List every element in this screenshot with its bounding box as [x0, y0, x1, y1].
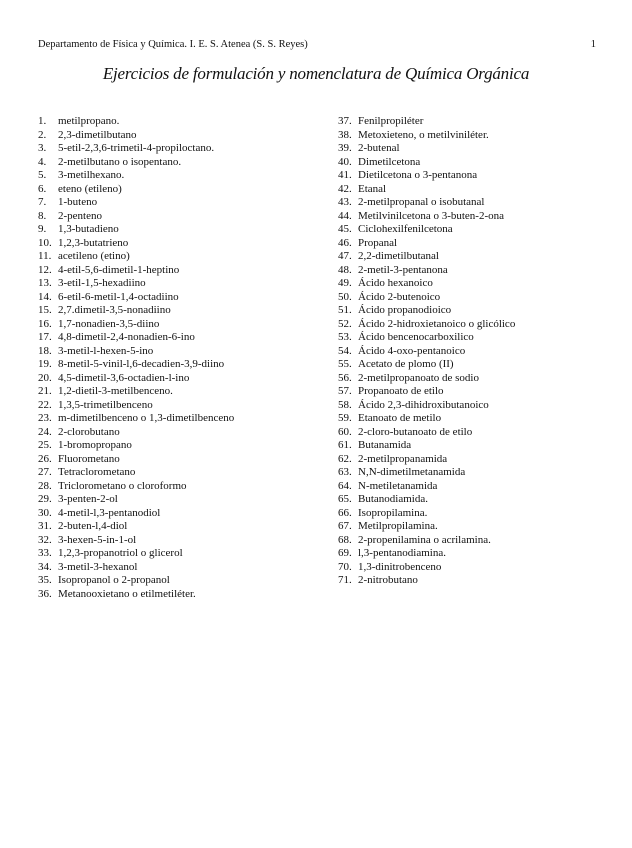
- item-text: 6-etil-6-metil-1,4-octadiino: [58, 290, 179, 303]
- item-text: Ácido hexanoico: [358, 277, 433, 289]
- item-text: 8-metil-5-vinil-l,6-decadien-3,9-diino: [58, 358, 225, 370]
- item-text: Triclorometano o cloroformo: [58, 479, 187, 492]
- list-item: [38, 291, 328, 305]
- list-item: [38, 129, 328, 143]
- item-number: 53.: [338, 331, 352, 343]
- item-text: 3-penten-2-ol: [58, 493, 118, 505]
- item-text: Fenilpropiléter: [358, 115, 424, 127]
- item-number: 9.: [38, 223, 47, 235]
- item-number: 61.: [338, 439, 352, 451]
- item-number: 20.: [38, 371, 52, 384]
- item-text: Ácido 4-oxo-pentanoico: [358, 344, 466, 357]
- list-item: [38, 385, 328, 399]
- item-text: 4,8-dimetil-2,4-nonadien-6-ino: [58, 331, 195, 343]
- item-text: 4-etil-5,6-dimetil-1-heptino: [58, 263, 180, 276]
- item-number: 57.: [338, 385, 352, 397]
- list-item: [338, 210, 618, 224]
- list-item: [338, 453, 618, 467]
- item-text: metilpropano.: [58, 115, 120, 127]
- item-number: 70.: [338, 560, 352, 573]
- item-text: Metilpropilamina.: [358, 520, 438, 532]
- item-number: 36.: [38, 587, 52, 600]
- item-text: 1,3-butadieno: [58, 223, 119, 235]
- item-text: Ácido 2,3-dihidroxibutanoico: [358, 398, 489, 411]
- item-number: 3.: [38, 142, 47, 154]
- item-number: 14.: [38, 290, 52, 303]
- item-text: 1-bromopropano: [58, 439, 132, 451]
- item-number: 56.: [338, 371, 352, 384]
- item-text: Butanodiamida.: [358, 493, 428, 505]
- item-text: 2-penteno: [58, 209, 102, 222]
- item-number: 60.: [338, 425, 352, 438]
- list-item: [338, 439, 618, 453]
- item-number: 48.: [338, 263, 352, 276]
- item-number: 39.: [338, 142, 352, 154]
- item-number: 54.: [338, 344, 352, 357]
- list-item: [338, 507, 618, 521]
- item-text: acetileno (etino): [58, 250, 130, 262]
- item-text: 3-metil-3-hexanol: [58, 560, 138, 573]
- list-item: [38, 210, 328, 224]
- item-number: 18.: [38, 344, 52, 357]
- item-number: 66.: [338, 506, 352, 519]
- list-item: [38, 574, 328, 588]
- item-text: 1,2,3-butatrieno: [58, 236, 129, 249]
- list-item: [338, 547, 618, 561]
- exercise-list-right: [338, 115, 618, 588]
- list-item: [338, 291, 618, 305]
- page-header: [38, 39, 596, 50]
- item-number: 64.: [338, 479, 352, 492]
- list-item: [38, 115, 328, 129]
- item-text: eteno (etileno): [58, 182, 122, 195]
- list-item: [338, 318, 618, 332]
- list-item: [38, 358, 328, 372]
- list-item: [38, 520, 328, 534]
- list-item: [338, 412, 618, 426]
- list-item: [338, 169, 618, 183]
- item-text: 2-cloro-butanoato de etilo: [358, 425, 473, 438]
- item-number: 21.: [38, 385, 52, 397]
- item-number: 1.: [38, 115, 47, 127]
- item-text: 1,7-nonadien-3,5-diino: [58, 317, 160, 330]
- list-item: [338, 277, 618, 291]
- item-text: Etanal: [358, 182, 387, 195]
- item-text: Dimetilcetona: [358, 155, 421, 168]
- item-text: 2,3-dimetilbutano: [58, 128, 137, 141]
- item-number: 23.: [38, 412, 52, 424]
- item-text: 2-butenal: [358, 142, 400, 154]
- list-item: [38, 426, 328, 440]
- list-item: [38, 264, 328, 278]
- item-text: Butanamida: [358, 439, 412, 451]
- item-text: Ciclohexilfenilcetona: [358, 223, 453, 235]
- item-number: 63.: [338, 466, 352, 478]
- item-number: 34.: [38, 560, 52, 573]
- list-item: [338, 399, 618, 413]
- item-text: Etanoato de metilo: [358, 412, 442, 424]
- list-item: [338, 466, 618, 480]
- item-number: 68.: [338, 533, 352, 546]
- item-number: 43.: [338, 196, 352, 208]
- item-number: 55.: [338, 358, 352, 370]
- list-item: [338, 534, 618, 548]
- list-item: [338, 304, 618, 318]
- item-number: 15.: [38, 304, 52, 316]
- list-item: [338, 115, 618, 129]
- list-item: [38, 547, 328, 561]
- item-text: 5-etil-2,3,6-trimetil-4-propiloctano.: [58, 142, 215, 154]
- list-item: [38, 399, 328, 413]
- list-item: [338, 156, 618, 170]
- item-number: 19.: [38, 358, 52, 370]
- list-item: [38, 588, 328, 602]
- item-number: 4.: [38, 155, 47, 168]
- item-number: 51.: [338, 304, 352, 316]
- item-number: 2.: [38, 128, 47, 141]
- item-text: 1,2,3-propanotriol o glicerol: [58, 547, 183, 559]
- item-number: 5.: [38, 169, 47, 181]
- list-item: [38, 439, 328, 453]
- item-text: Propanal: [358, 236, 398, 249]
- item-number: 10.: [38, 236, 52, 249]
- list-item: [38, 196, 328, 210]
- item-number: 46.: [338, 236, 352, 249]
- item-text: Tetraclorometano: [58, 466, 136, 478]
- item-text: 3-etil-1,5-hexadiino: [58, 277, 146, 289]
- item-text: Ácido 2-hidroxietanoico o glicólico: [358, 317, 516, 330]
- list-item: [38, 169, 328, 183]
- item-text: Ácido 2-butenoico: [358, 290, 441, 303]
- item-text: Metilvinilcetona o 3-buten-2-ona: [358, 209, 505, 222]
- item-number: 50.: [338, 290, 352, 303]
- item-text: 2-propenilamina o acrilamina.: [358, 533, 491, 546]
- item-text: m-dimetilbenceno o 1,3-dimetilbenceno: [58, 412, 235, 424]
- item-number: 44.: [338, 209, 352, 222]
- list-item: [38, 466, 328, 480]
- list-item: [338, 223, 618, 237]
- list-item: [38, 372, 328, 386]
- item-text: Metoxieteno, o metilviniléter.: [358, 128, 489, 141]
- list-item: [38, 561, 328, 575]
- item-number: 8.: [38, 209, 47, 222]
- item-text: 4-metil-l,3-pentanodiol: [58, 506, 161, 519]
- item-number: 40.: [338, 155, 352, 168]
- item-text: 2-metilpropanamida: [358, 452, 448, 465]
- item-text: Metanooxietano o etilmetiléter.: [58, 587, 196, 600]
- item-number: 13.: [38, 277, 52, 289]
- item-text: 3-hexen-5-in-1-ol: [58, 533, 137, 546]
- item-text: 3-metilhexano.: [58, 169, 125, 181]
- header-text: Departamento de Física y Química. I. E. S. Atenea (S. S. Reyes): [38, 39, 308, 50]
- list-item: [338, 574, 618, 588]
- item-number: 6.: [38, 182, 47, 195]
- item-text: l,3-pentanodiamina.: [358, 547, 446, 559]
- list-item: [338, 345, 618, 359]
- item-number: 17.: [38, 331, 52, 343]
- item-number: 65.: [338, 493, 352, 505]
- list-item: [338, 183, 618, 197]
- page-number: 1: [590, 39, 596, 50]
- item-text: 4,5-dimetil-3,6-octadien-l-ino: [58, 371, 190, 384]
- item-number: 42.: [338, 182, 352, 195]
- item-text: Isopropanol o 2-propanol: [58, 574, 170, 586]
- item-number: 27.: [38, 466, 52, 478]
- item-text: Dietilcetona o 3-pentanona: [358, 169, 478, 181]
- list-item: [338, 196, 618, 210]
- list-item: [338, 385, 618, 399]
- item-text: 2,2-dimetilbutanal: [358, 250, 439, 262]
- list-item: [338, 250, 618, 264]
- item-number: 35.: [38, 574, 52, 586]
- item-text: 1-buteno: [58, 196, 98, 208]
- list-item: [38, 453, 328, 467]
- item-text: 2-buten-l,4-diol: [58, 520, 128, 532]
- item-number: 58.: [338, 398, 352, 411]
- list-item: [38, 534, 328, 548]
- item-text: 2,7.dimetil-3,5-nonadiino: [58, 304, 171, 316]
- item-number: 12.: [38, 263, 52, 276]
- list-item: [38, 277, 328, 291]
- list-item: [338, 561, 618, 575]
- list-item: [338, 520, 618, 534]
- item-number: 22.: [38, 398, 52, 411]
- list-item: [38, 480, 328, 494]
- list-item: [338, 493, 618, 507]
- list-item: [338, 480, 618, 494]
- list-item: [338, 129, 618, 143]
- item-text: N,N-dimetilmetanamida: [358, 466, 466, 478]
- item-number: 30.: [38, 506, 52, 519]
- item-number: 59.: [338, 412, 352, 424]
- list-item: [338, 264, 618, 278]
- item-text: 2-metilpropanoato de sodio: [358, 371, 479, 384]
- item-text: 2-clorobutano: [58, 425, 120, 438]
- exercise-list-left: [38, 115, 328, 601]
- item-text: 1,3,5-trimetilbenceno: [58, 398, 153, 411]
- item-number: 71.: [338, 574, 352, 586]
- item-number: 38.: [338, 128, 352, 141]
- item-number: 16.: [38, 317, 52, 330]
- item-text: Fluorometano: [58, 452, 120, 465]
- item-number: 37.: [338, 115, 352, 127]
- item-number: 41.: [338, 169, 352, 181]
- list-item: [38, 223, 328, 237]
- list-item: [38, 493, 328, 507]
- item-text: Ácido bencenocarboxilico: [358, 331, 474, 343]
- list-item: [38, 345, 328, 359]
- item-number: 26.: [38, 452, 52, 465]
- item-number: 32.: [38, 533, 52, 546]
- item-number: 28.: [38, 479, 52, 492]
- item-text: 1,2-dietil-3-metilbenceno.: [58, 385, 173, 397]
- list-item: [338, 142, 618, 156]
- item-number: 69.: [338, 547, 352, 559]
- item-number: 11.: [38, 250, 52, 262]
- item-number: 62.: [338, 452, 352, 465]
- item-text: 2-metil-3-pentanona: [358, 263, 448, 276]
- item-text: 3-metil-l-hexen-5-ino: [58, 344, 154, 357]
- list-item: [38, 183, 328, 197]
- page-title: Ejercicios de formulación y nomenclatura de Química Orgánica: [102, 64, 530, 83]
- item-text: Propanoato de etilo: [358, 385, 444, 397]
- item-number: 52.: [338, 317, 352, 330]
- list-item: [38, 331, 328, 345]
- list-item: [38, 250, 328, 264]
- item-number: 24.: [38, 425, 52, 438]
- list-item: [38, 156, 328, 170]
- list-item: [338, 331, 618, 345]
- item-number: 29.: [38, 493, 52, 505]
- list-item: [38, 412, 328, 426]
- item-text: 2-nitrobutano: [358, 574, 418, 586]
- list-item: [38, 142, 328, 156]
- item-number: 25.: [38, 439, 52, 451]
- list-item: [338, 237, 618, 251]
- item-number: 67.: [338, 520, 352, 532]
- list-item: [38, 507, 328, 521]
- item-number: 47.: [338, 250, 352, 262]
- list-item: [38, 318, 328, 332]
- item-text: Ácido propanodioico: [358, 304, 452, 316]
- item-number: 33.: [38, 547, 52, 559]
- item-text: Acetato de plomo (II): [358, 358, 454, 370]
- list-item: [338, 426, 618, 440]
- item-number: 7.: [38, 196, 47, 208]
- item-text: 1,3-dinitrobenceno: [358, 560, 442, 573]
- item-text: 2-metilpropanal o isobutanal: [358, 196, 485, 208]
- item-number: 31.: [38, 520, 52, 532]
- item-number: 49.: [338, 277, 352, 289]
- item-text: Isopropilamina.: [358, 506, 428, 519]
- item-number: 45.: [338, 223, 352, 235]
- list-item: [338, 372, 618, 386]
- item-text: N-metiletanamida: [358, 479, 438, 492]
- list-item: [338, 358, 618, 372]
- list-item: [38, 304, 328, 318]
- item-text: 2-metilbutano o isopentano.: [58, 155, 182, 168]
- list-item: [38, 237, 328, 251]
